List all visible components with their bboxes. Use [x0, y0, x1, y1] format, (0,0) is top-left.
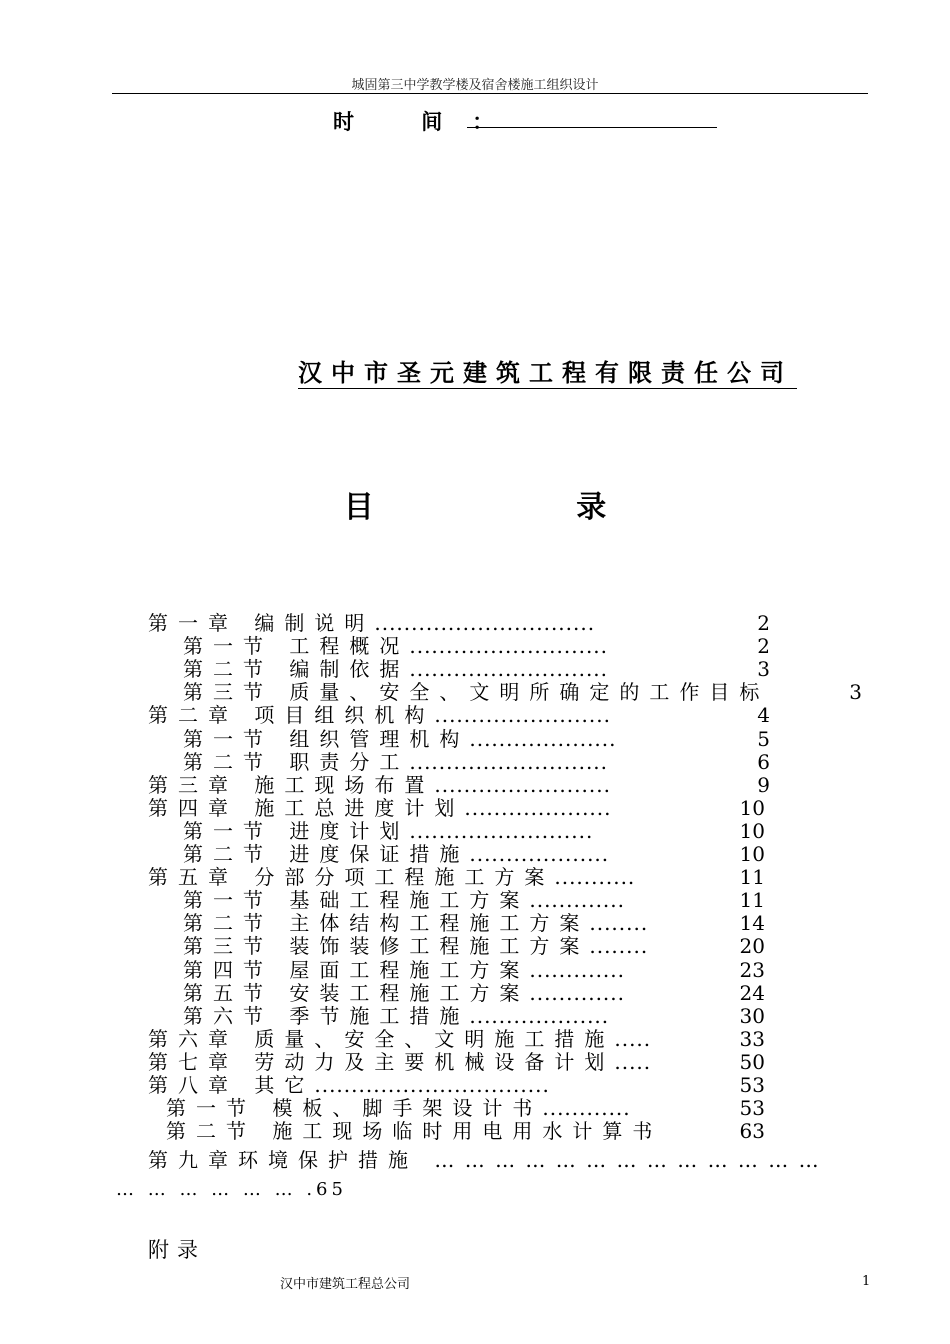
- toc-entry-title: 第一节 组织管理机构: [183, 726, 470, 751]
- toc-entry-dots: ....................: [469, 726, 617, 751]
- toc-entry-title: 第二节 编制依据: [183, 657, 410, 682]
- toc-entry-title: 第五节 安装工程施工方案: [183, 980, 530, 1005]
- toc-entry-title: 第二节 施工现场临时用电用水计算书: [166, 1119, 663, 1144]
- toc-entry-page: 33: [739, 1026, 765, 1051]
- toc-row[interactable]: [183, 751, 770, 774]
- toc-entry-title: 第三节 质量、安全、文明所确定的工作目标: [183, 680, 770, 705]
- toc-row[interactable]: [183, 728, 770, 751]
- toc-entry-dots: ........................: [434, 703, 611, 728]
- toc-entry-dots: ................................: [314, 1073, 550, 1097]
- footer-page-number: 1: [862, 1274, 871, 1289]
- appendix-label: 附录: [148, 1238, 206, 1262]
- toc-entry-page: 10: [739, 818, 765, 843]
- toc-entry-title: 第六章 质量、安全、文明施工措施: [148, 1026, 615, 1051]
- toc-entry-dots: ........: [589, 911, 649, 936]
- toc-entry-title: 第一节 模板、脚手架设计书: [166, 1096, 543, 1121]
- toc-entry-page: 2: [757, 634, 770, 659]
- toc-row-continuation: … … … … … … .65: [116, 1179, 347, 1200]
- toc-entry-dots: ...........: [554, 865, 636, 890]
- toc-entry-title: 第一章 编制说明: [148, 611, 375, 635]
- toc-entry-page: 4: [757, 703, 770, 728]
- toc-entry-page: 14: [739, 911, 765, 936]
- toc-entry-title: 第二章 项目组织机构: [148, 703, 435, 728]
- header-title: 城固第三中学教学楼及宿舍楼施工组织设计: [351, 78, 599, 93]
- toc-entry-title: 第二节 主体结构工程施工方案: [183, 911, 590, 936]
- toc-entry-page: 3: [757, 657, 770, 682]
- toc-entry-page: 5: [757, 726, 770, 751]
- toc-row[interactable]: [183, 1005, 765, 1028]
- toc-entry-dots: ...........................: [409, 657, 609, 682]
- toc-entry-dots: .....: [614, 1026, 652, 1051]
- toc-entry-dots: ........................: [434, 772, 611, 797]
- toc-entry-page: 3: [849, 680, 862, 705]
- toc-entry-dots: … … … … … … … … … … … … …: [434, 1148, 821, 1172]
- toc-entry-page: 23: [739, 957, 765, 982]
- toc-row[interactable]: [183, 935, 765, 958]
- toc-entry-page: 6: [757, 749, 770, 774]
- toc-entry-title: 第一节 基础工程施工方案: [183, 888, 530, 913]
- toc-entry-title: 第七章 劳动力及主要机械设备计划: [148, 1049, 615, 1074]
- toc-row[interactable]: [183, 889, 765, 912]
- header-rule: [112, 93, 868, 94]
- toc-entry-dots: ............: [542, 1096, 631, 1121]
- toc-entry-title: 第三章 施工现场布置: [148, 772, 435, 797]
- toc-entry-dots: ....................: [464, 795, 612, 820]
- toc-entry-title: 第四节 屋面工程施工方案: [183, 957, 530, 982]
- footer-company: 汉中市建筑工程总公司: [280, 1277, 411, 1292]
- toc-row[interactable]: [148, 1144, 821, 1173]
- time-fill-line: [467, 127, 717, 128]
- company-name: 汉中市圣元建筑工程有限责任公司: [298, 358, 797, 389]
- toc-entry-dots: .........................: [409, 818, 594, 843]
- toc-entry-dots: .............: [529, 980, 626, 1005]
- toc-row[interactable]: [148, 774, 770, 797]
- toc-entry-title: 第四章 施工总进度计划: [148, 795, 465, 820]
- toc-entry-dots: ...................: [469, 842, 610, 866]
- toc-entry-page: 50: [739, 1049, 765, 1074]
- toc-row[interactable]: [183, 959, 765, 982]
- toc-entry-page: 9: [757, 772, 770, 797]
- toc-row[interactable]: [148, 797, 765, 820]
- toc-entry-dots: ...........................: [409, 749, 609, 774]
- toc-entry-title: 第九章环境保护措施: [148, 1148, 418, 1172]
- toc-row[interactable]: [183, 843, 765, 866]
- toc-row[interactable]: [166, 1097, 765, 1120]
- toc-entry-page: 11: [739, 888, 765, 913]
- toc-entry-page: 63: [739, 1119, 765, 1144]
- toc-entry-dots: .....: [614, 1049, 652, 1074]
- toc-entry-page: 30: [739, 1003, 765, 1028]
- toc-entry-page: 10: [739, 795, 765, 820]
- toc-row[interactable]: [183, 820, 765, 843]
- toc-entry-page: 11: [739, 865, 765, 890]
- toc-entry-title: 第三节 装饰装修工程施工方案: [183, 934, 590, 959]
- toc-entry-page: 10: [739, 842, 765, 866]
- toc-row[interactable]: [183, 912, 765, 935]
- toc-entry-title: 第一节 工程概况: [183, 634, 410, 659]
- toc-entry-page: 24: [739, 980, 765, 1005]
- toc-row[interactable]: [148, 704, 770, 727]
- toc-title: 目 录: [343, 490, 703, 525]
- toc-entry-dots: ...........................: [409, 634, 609, 659]
- toc-entry-page: 20: [739, 934, 765, 959]
- toc-entry-dots: ..............................: [374, 611, 596, 635]
- toc-entry-page: 53: [739, 1073, 765, 1097]
- toc-entry-title: 第八章 其它: [148, 1073, 315, 1097]
- toc-row[interactable]: [183, 681, 862, 704]
- toc-row[interactable]: [183, 982, 765, 1005]
- toc-row[interactable]: [148, 1051, 765, 1074]
- toc-entry-title: 第六节 季节施工措施: [183, 1003, 470, 1028]
- toc-entry-title: 第五章 分部分项工程施工方案: [148, 865, 555, 890]
- toc-entry-dots: .............: [529, 888, 626, 913]
- toc-entry-dots: ........: [589, 934, 649, 959]
- toc-entry-dots: .............: [529, 957, 626, 982]
- toc-entry-page: 53: [739, 1096, 765, 1121]
- toc-row[interactable]: [148, 612, 770, 635]
- toc-row[interactable]: [148, 1028, 765, 1051]
- toc-entry-title: 第二节 职责分工: [183, 749, 410, 774]
- toc-entry-dots: ...................: [469, 1003, 610, 1028]
- toc-entry-title: 第一节 进度计划: [183, 818, 410, 843]
- toc-row[interactable]: [183, 635, 770, 658]
- toc-entry-page: 2: [757, 611, 770, 635]
- toc-row[interactable]: [183, 658, 770, 681]
- time-label: 时 间：: [333, 109, 524, 134]
- toc-row[interactable]: [148, 1074, 765, 1097]
- toc-entry-title: 第二节 进度保证措施: [183, 842, 470, 866]
- toc-row[interactable]: [148, 866, 765, 889]
- toc-row[interactable]: [166, 1120, 765, 1143]
